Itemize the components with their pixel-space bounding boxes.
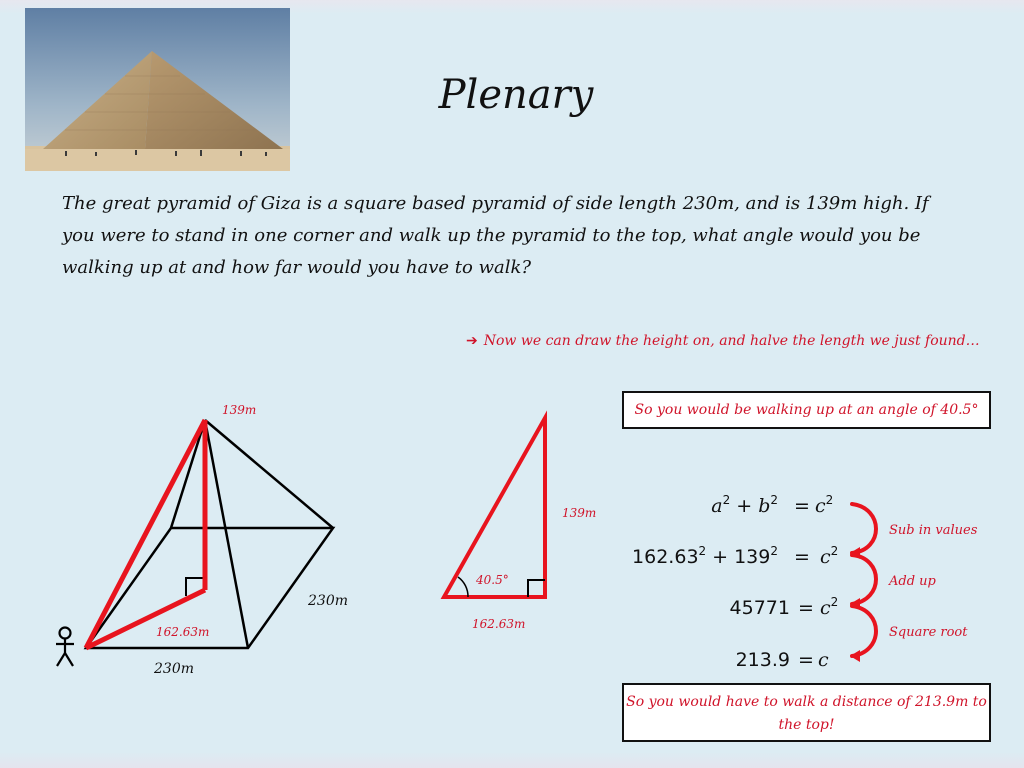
- step-arrows: [852, 504, 876, 656]
- pyramid-half-diagonal-label: 162.63m: [156, 625, 210, 639]
- distance-answer-box: So you would have to walk a distance of 213.9m to the top!: [622, 683, 991, 742]
- pyramid-diagram: [86, 420, 333, 648]
- pyramid-edge: [205, 420, 248, 648]
- pyramid-height-label: 139m: [222, 403, 257, 417]
- pyramid-edge: [205, 420, 333, 528]
- step-label: Square root: [889, 625, 968, 640]
- pyramid-front-label: 230m: [154, 661, 194, 677]
- svg-text:c2: $c^2$: [820, 595, 839, 619]
- triangle-height-label: 139m: [562, 506, 597, 520]
- person-icon: [56, 628, 74, 667]
- equation-1: [711, 493, 833, 517]
- equation-3: [730, 595, 839, 619]
- svg-text:=: =: [798, 649, 814, 671]
- svg-text:45771: 45771: [729, 597, 790, 619]
- question-text: The great pyramid of Giza is a square based pyramid of side length 230m, and is 139m high. If you were to stand in one corner and walk up the pyramid to the top, what angle would you be walking up at and how far would you have to walk?: [62, 193, 929, 278]
- svg-text:c: c: [818, 649, 829, 671]
- triangle-angle-label: 40.5°: [476, 573, 509, 587]
- step-label: Sub in values: [889, 523, 978, 538]
- step-label: Add up: [889, 574, 936, 589]
- step-arrow: [852, 504, 876, 553]
- step-arrow: [852, 555, 876, 604]
- arrow-icon: ➔: [466, 333, 478, 349]
- right-triangle: [444, 418, 545, 597]
- svg-text:a2+b2: $a^2 + b^2$: [711, 493, 778, 517]
- angle-answer-box: So you would be walking up at an angle of 40.5°: [622, 391, 991, 429]
- pyramid-side-label: 230m: [308, 593, 348, 609]
- triangle-base-label: 162.63m: [472, 617, 526, 631]
- pyramid-red-triangle: [86, 420, 205, 648]
- svg-text:=: =: [794, 495, 810, 517]
- hint-label: Now we can draw the height on, and halve the length we just found…: [483, 333, 980, 349]
- svg-text:=: =: [794, 546, 810, 568]
- equation-4: [736, 649, 829, 671]
- svg-text:c2: $c^2$: [820, 544, 839, 568]
- svg-text:162.632+1392: $162.63^2 + 139^2$: [632, 544, 778, 568]
- slide-title: Plenary: [438, 72, 594, 118]
- svg-text:213.9: 213.9: [735, 649, 790, 671]
- equation-2: [632, 544, 838, 568]
- right-angle-mark: [528, 580, 545, 597]
- angle-arc: [458, 577, 468, 597]
- step-arrow: [852, 606, 876, 656]
- svg-text:=: =: [798, 597, 814, 619]
- svg-text:c2: $c^2$: [815, 493, 834, 517]
- step-arrowheads: [850, 547, 860, 662]
